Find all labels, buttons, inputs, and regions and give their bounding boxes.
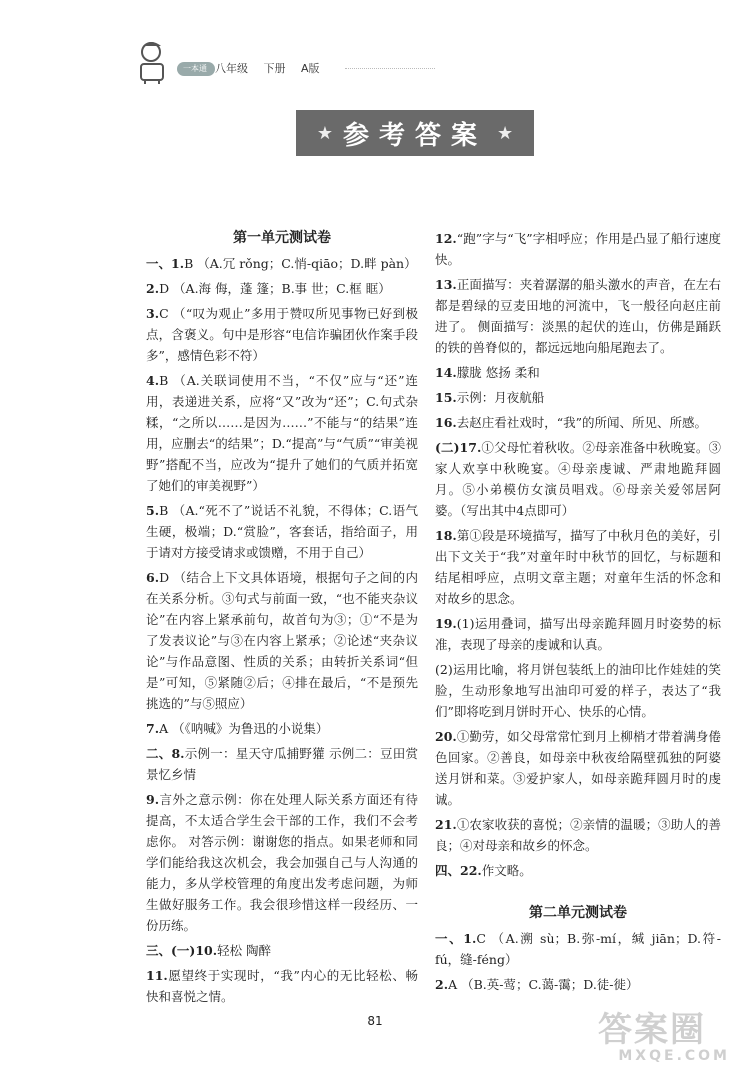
answer-text: 轻松 陶醉 [217,943,272,958]
grade-label: 八年级 [215,62,248,75]
answer-banner [296,110,534,156]
answer-text: B （A.“死不了”说话不礼貌，不得体；C.语气生硬，极端；D.“赏脸”，客套话，指给面子，用于请对方接受请求或馈赠，不用于自己） [146,503,418,560]
answer-item [435,860,721,881]
answer-item [435,274,721,358]
answer-item [146,940,418,961]
answer-item [435,726,721,810]
answer-item [146,718,418,739]
answer-text: 作文略。 [481,863,532,878]
answer-number: 11. [146,968,168,983]
answer-text: A （《呐喊》为鲁迅的小说集） [159,721,329,736]
answer-text: C （A.溯 sù；B.弥-mí，缄 jiān；D.符-fú，缝-féng） [435,931,721,967]
answer-number: 二、8. [146,746,185,761]
answer-number: 三、(一)10. [146,943,218,958]
answer-number: 一、1. [435,931,477,946]
banner-title: 参考答案 [342,120,487,151]
answer-text: C （“叹为观止”多用于赞叹所见事物已好到极点，含褒义。句中是形容“电信诈骗团伙作案手段多”，感情色彩不符） [146,306,418,363]
answer-text: 愿望终于实现时，“我”内心的无比轻松、畅快和喜悦之情。 [146,968,418,1004]
answer-item [146,278,418,299]
answer-text: 正面描写：夹着潺潺的船头激水的声音，在左右都是碧绿的豆麦田地的河流中，飞一般径向赵庄前进了。 侧面描写：淡黑的起伏的连山，仿佛是踊跃的铁的兽脊似的，都远远地向船尾跑去了。 [435,277,721,355]
answer-number: 6. [146,570,160,585]
answer-text: (2)运用比喻，将月饼包装纸上的油印比作娃娃的笑脸，生动形象地写出油印可爱的样子，表达了“我们”即将吃到月饼时开心、快乐的心情。 [435,662,721,719]
answer-text: (1)运用叠词，描写出母亲跪拜圆月时姿势的标准，表现了母亲的虔诚和认真。 [435,616,721,652]
answer-item [435,928,721,970]
answer-number: 19. [435,616,457,631]
answer-number: 15. [435,390,457,405]
mascot-icon [135,38,171,84]
answer-text: D （A.海 侮，蓬 篷；B.事 世；C.框 眶） [159,281,391,296]
answer-item [146,743,418,785]
answer-number: 13. [435,277,457,292]
answer-text: ①农家收获的喜悦；②亲情的温暖；③助人的善良；④对母亲和故乡的怀念。 [435,817,721,853]
answer-item [146,789,418,936]
answer-number: 5. [146,503,160,518]
answer-number: 3. [146,306,160,321]
answer-item [435,525,721,609]
star-icon: ★ [316,122,333,144]
answer-item [146,253,418,274]
answer-number: 一、1. [146,256,185,271]
answer-text: B （A.关联词使用不当，“不仅”应与“还”连用，表递进关系，应将“又”改为“还”；C.句式杂糅，“之所以……是因为……”不能与“的结果”连用，应删去“的结果”；D.“提高”与“气质”“审美视野”搭配不当，应改为“提升了她们的气质并拓宽了她们的审美视野”） [146,373,418,493]
answer-text: 去赵庄看社戏时，“我”的所闻、所见、所感。 [456,415,708,430]
page-header [135,38,435,88]
answer-item [146,303,418,366]
right-column [435,228,721,999]
watermark-logo: 答案圈 MXQE.COM [598,1010,730,1064]
answer-text: 示例：月夜航船 [456,390,545,405]
answer-text: 言外之意示例：你在处理人际关系方面还有待提高，不太适合学生会干部的工作，我们不会考虑你。 对答示例：谢谢您的指点。如果老师和同学们能给我这次机会，我会加强自己与人沟通的能力，多从学校管理的角度出发考虑问题，为师生做好服务工作。我会很珍惜这样一段经历、一份历练。 [146,792,418,933]
answer-number: 18. [435,528,457,543]
answer-number: 7. [146,721,160,736]
header-divider [345,68,435,69]
answer-item [146,370,418,496]
answer-text: “跑”字与“飞”字相呼应；作用是凸显了船行速度快。 [435,231,721,267]
answer-item [435,659,721,722]
answer-number: 9. [146,792,160,807]
answer-text: D （结合上下文具体语境，根据句子之间的内在关系分析。③句式与前面一致，“也不能夹杂议论”在内容上紧承前句，故首句为③；①“不是为了发表议论”与③在内容上紧承；②论述“夹杂议论”与作品意图、性质的关系；由转折关系词“但是”可知，⑤紧随②后；④排在最后，“不是预先挑选的”与⑤照应） [146,570,418,711]
answer-text: A （B.英-莺；C.蔼-霭；D.徒-徙） [448,977,639,992]
answer-item [435,412,721,433]
answer-item [146,567,418,714]
answer-number: 21. [435,817,457,832]
answer-number: 四、22. [435,863,482,878]
edition-label: A版 [301,62,320,75]
answer-item [435,362,721,383]
term-label: 下册 [263,62,286,75]
answer-item [435,613,721,655]
answer-text: 示例一：星天守瓜捕野獾 示例二：豆田赏景忆乡情 [146,746,418,782]
answer-item [146,965,418,1007]
answer-text: 朦胧 悠扬 柔和 [456,365,540,380]
answer-number: 4. [146,373,160,388]
answer-number: 16. [435,415,457,430]
left-column [146,228,418,1011]
answer-number: 2. [435,977,449,992]
answer-item [146,500,418,563]
star-icon: ★ [497,122,514,144]
answer-text: B （A.冗 rǒng；C.悄-qiāo；D.畔 pàn） [184,256,417,271]
answer-number: 2. [146,281,160,296]
answer-item [435,228,721,270]
answer-item [435,974,721,995]
page-number: 81 [367,1014,383,1028]
section-title: 第一单元测试卷 [233,230,331,246]
answer-number: 12. [435,231,457,246]
answer-number: 14. [435,365,457,380]
answer-text: ①父母忙着秋收。②母亲准备中秋晚宴。③家人欢享中秋晚宴。④母亲虔诚、严肃地跪拜圆月。⑤小弟模仿女演员唱戏。⑥母亲关爱邻居阿婆。（写出其中4点即可） [435,440,721,518]
answer-text: 第①段是环境描写，描写了中秋月色的美好，引出下文关于“我”对童年时中秋节的回忆，与标题和结尾相呼应，点明文章主题；对童年生活的怀念和对故乡的思念。 [435,528,721,606]
answer-text: ①勤劳，如父母常常忙到月上柳梢才带着满身倦色回家。②善良，如母亲中秋夜给隔壁孤独的阿婆送月饼和菜。③爱护家人，如母亲跪拜圆月时的虔诚。 [435,729,721,807]
answer-item [435,387,721,408]
header-info [215,60,332,76]
answer-number: 20. [435,729,457,744]
series-badge: 一本通 [177,62,215,76]
answer-item [435,437,721,521]
answer-item [435,814,721,856]
section-title: 第二单元测试卷 [529,905,627,921]
answer-number: (二)17. [435,440,482,455]
